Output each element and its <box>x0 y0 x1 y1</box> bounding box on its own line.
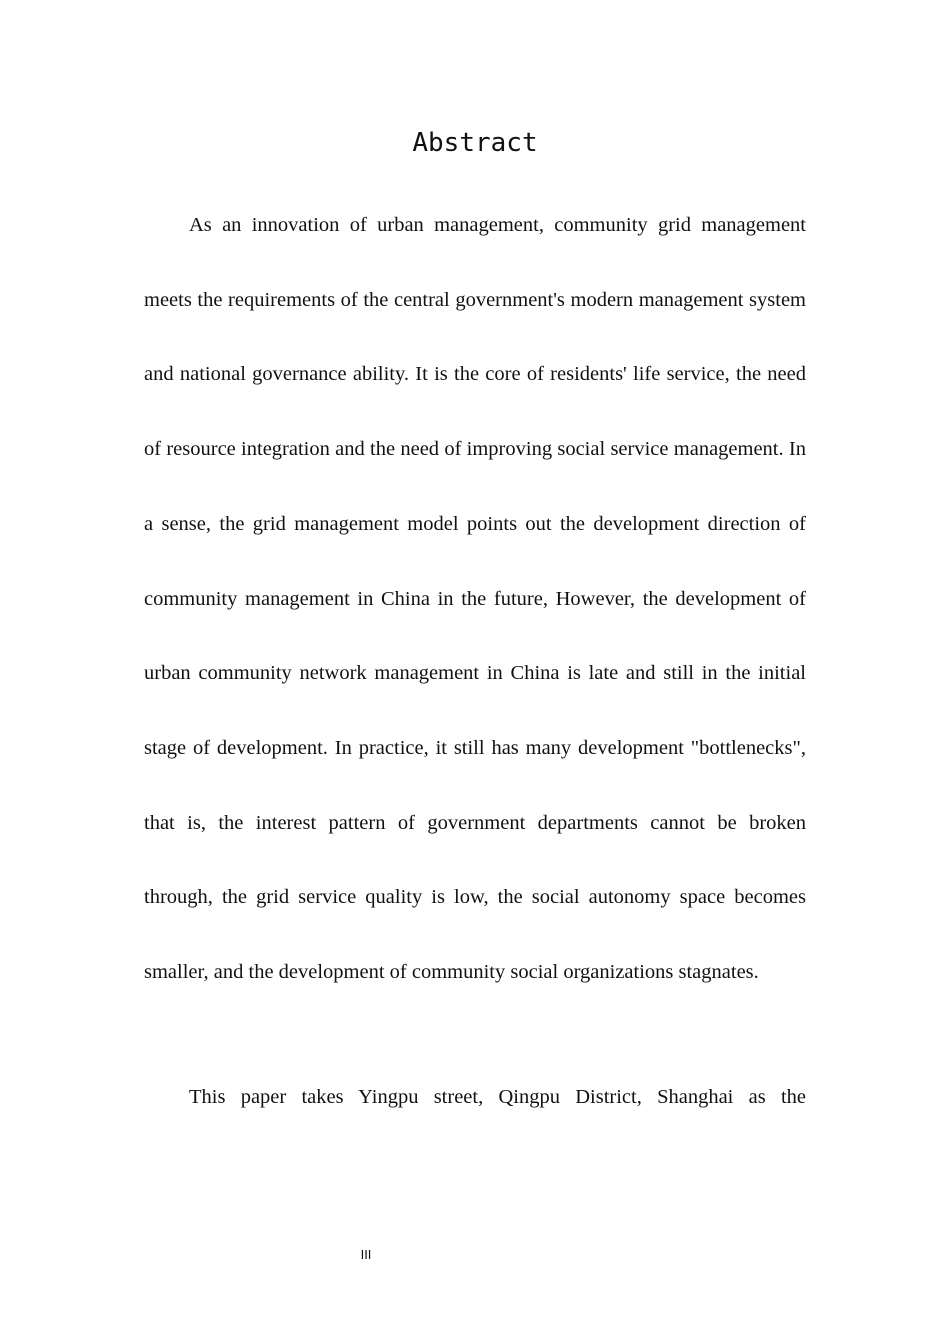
abstract-paragraph-2: This paper takes Yingpu street, Qingpu District, Shanghai as the <box>189 1085 806 1108</box>
paragraph-spacer <box>144 1010 806 1060</box>
abstract-body <box>144 188 806 1134</box>
abstract-paragraph-1: As an innovation of urban management, community grid management meets the requirements of the central government's modern management system and national governance ability. It is the core of residents' life service, the need of resource integration and the need of improving social service management. In a sense, the grid management model points out the development direction of community management in China in the future, However, the development of urban community network management in China is late and still in the initial stage of development. In practice, it still has many development "bottlenecks", that is, the interest pattern of government departments cannot be broken through, the grid service quality is low, the social autonomy space becomes smaller, and the development of community social organizations stagnates. <box>144 214 806 984</box>
page-number: III <box>360 1247 372 1262</box>
abstract-title: Abstract <box>412 128 538 158</box>
